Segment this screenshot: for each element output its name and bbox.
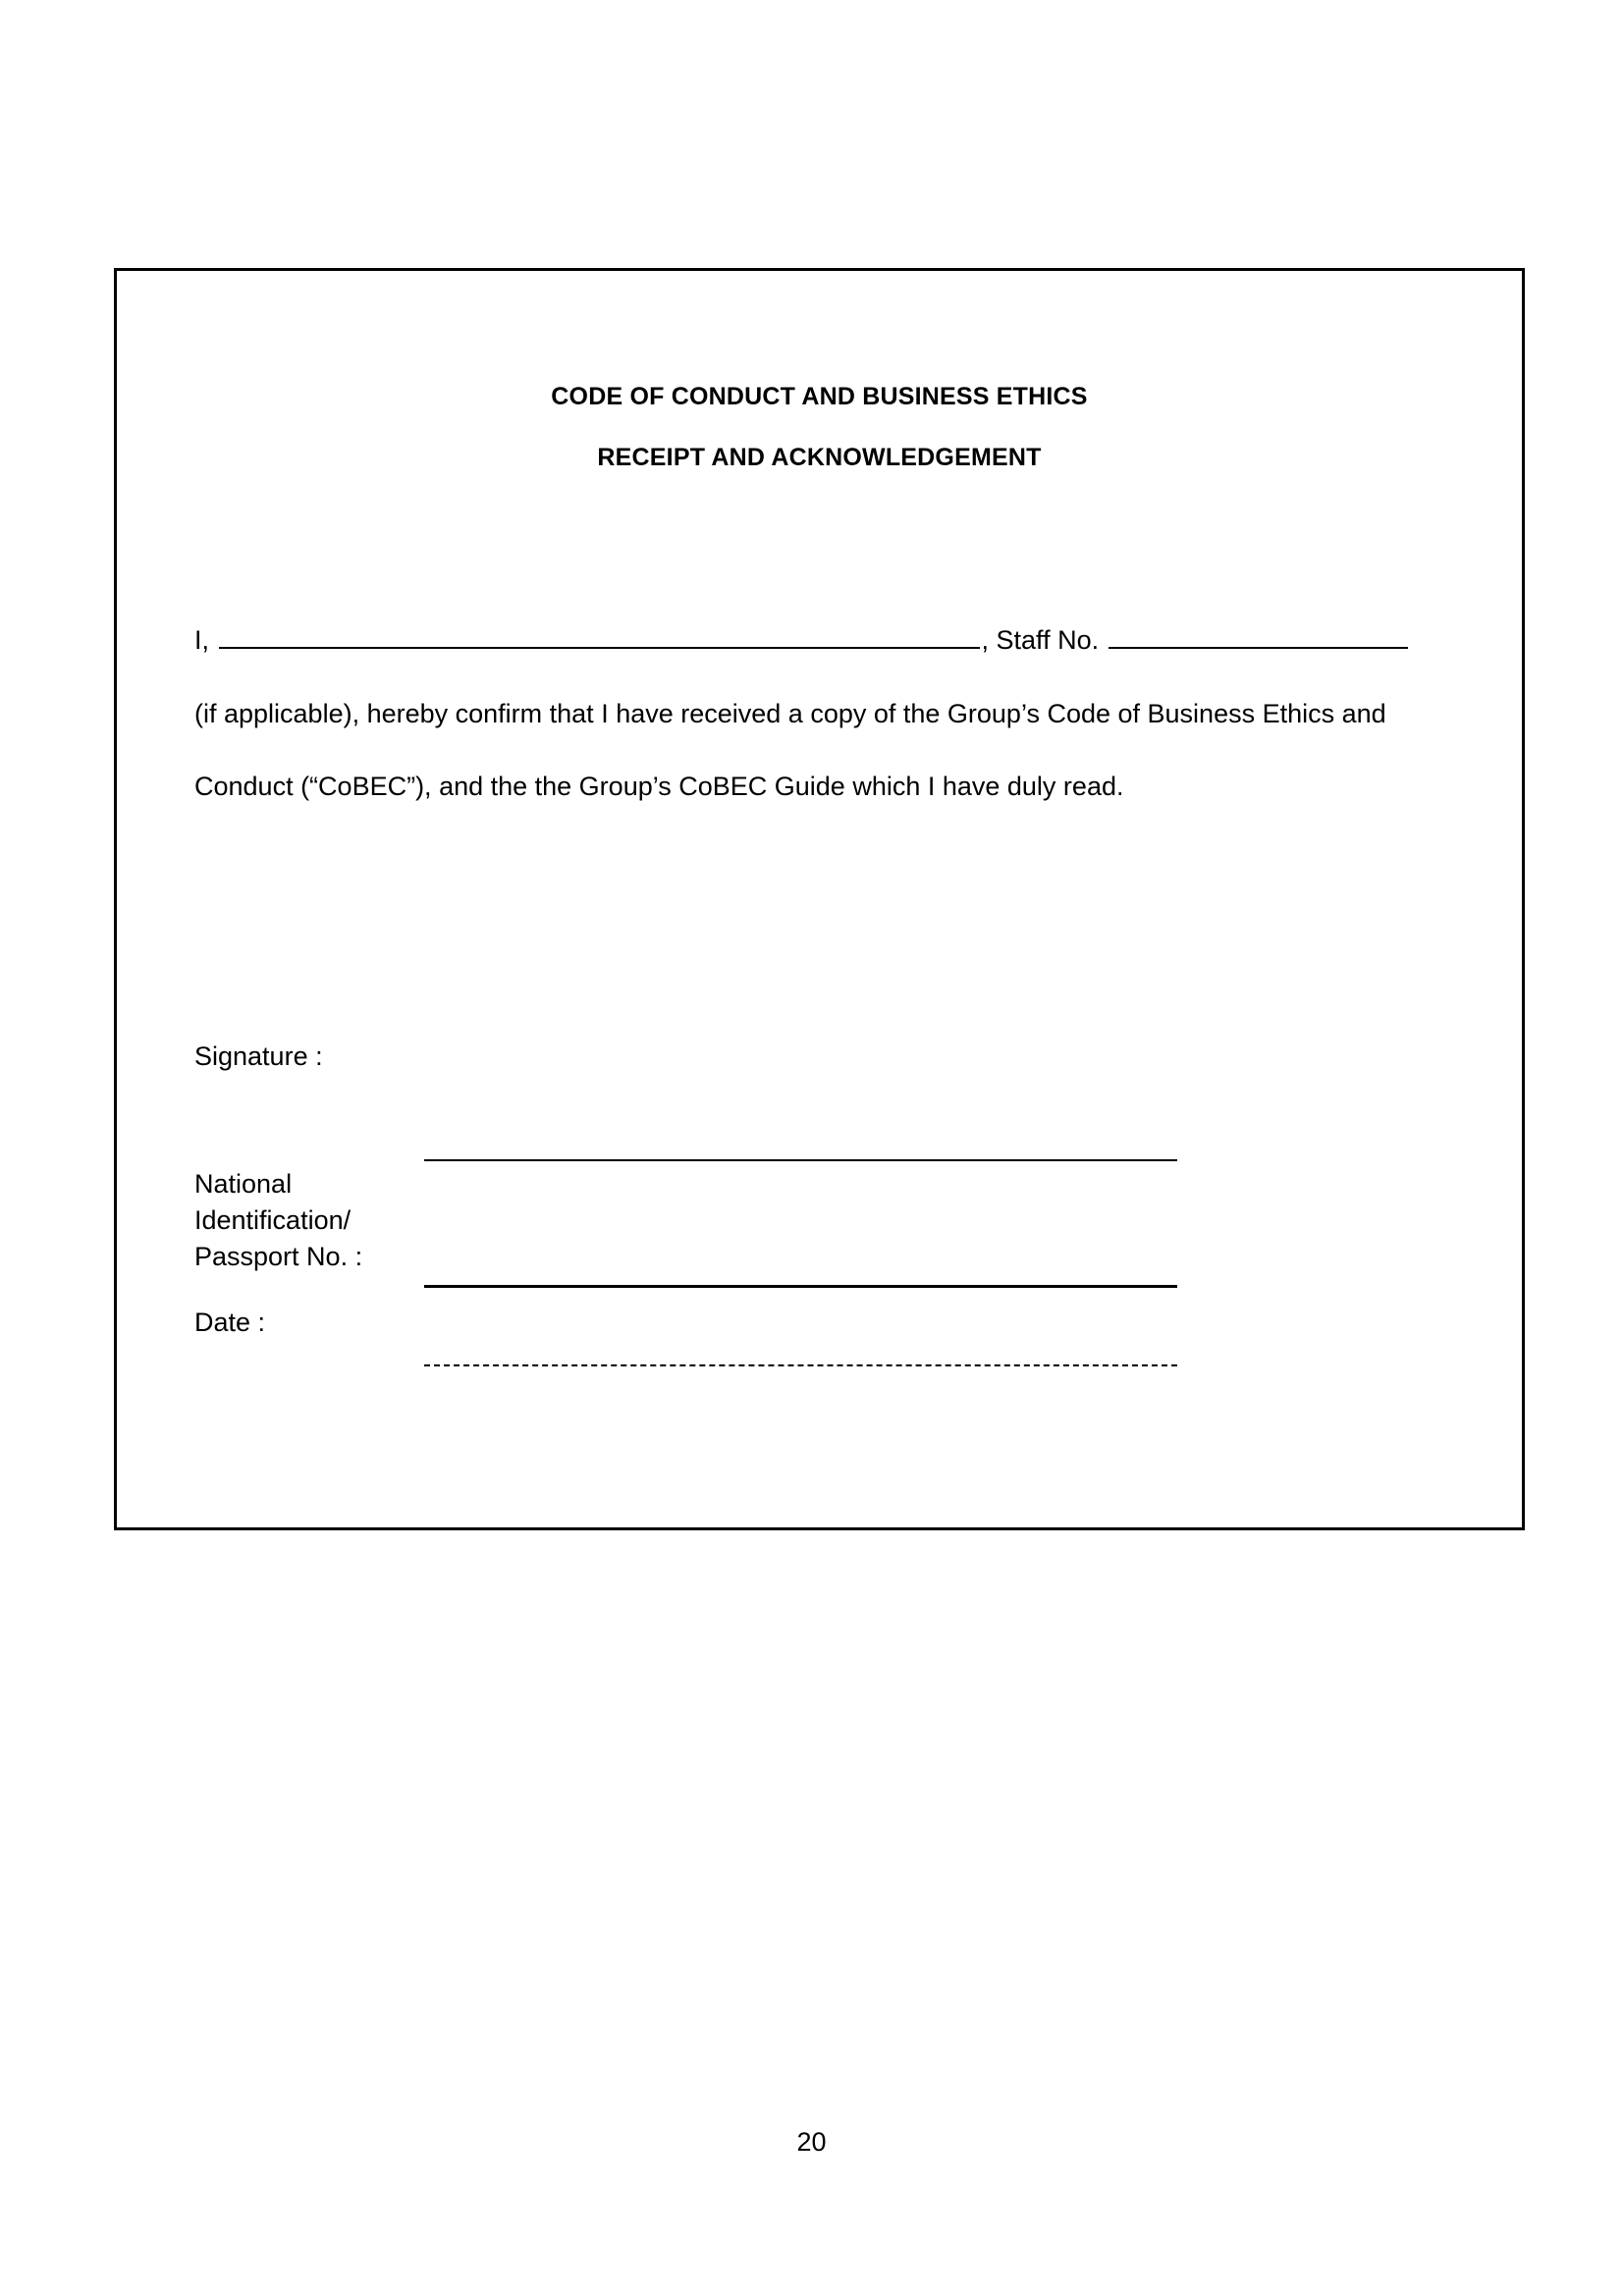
confirmation-text-line-2: Conduct (“CoBEC”), and the the Group’s CoBEC Guide which I have duly read. bbox=[194, 772, 1124, 801]
acknowledgement-form bbox=[114, 268, 1525, 1530]
page-number: 20 bbox=[796, 2127, 827, 2157]
name-prefix: I, bbox=[194, 625, 210, 655]
name-field[interactable] bbox=[219, 627, 980, 649]
confirmation-text-line-1: (if applicable), hereby confirm that I have received a copy of the Group’s Code of Business Ethics and bbox=[194, 699, 1386, 728]
date-label: Date : bbox=[194, 1308, 266, 1337]
signature-field[interactable] bbox=[424, 1159, 1177, 1161]
staff-no-label: , Staff No. bbox=[981, 625, 1100, 655]
name-staff-line bbox=[194, 625, 1410, 656]
form-title: CODE OF CONDUCT AND BUSINESS ETHICS bbox=[551, 383, 1088, 410]
staff-no-field[interactable] bbox=[1109, 627, 1408, 649]
national-id-label: National Identification/ Passport No. : bbox=[194, 1169, 363, 1271]
national-id-field[interactable] bbox=[424, 1285, 1177, 1288]
date-field[interactable] bbox=[424, 1364, 1177, 1366]
signature-label: Signature : bbox=[194, 1041, 323, 1071]
form-subtitle: RECEIPT AND ACKNOWLEDGEMENT bbox=[597, 444, 1042, 471]
